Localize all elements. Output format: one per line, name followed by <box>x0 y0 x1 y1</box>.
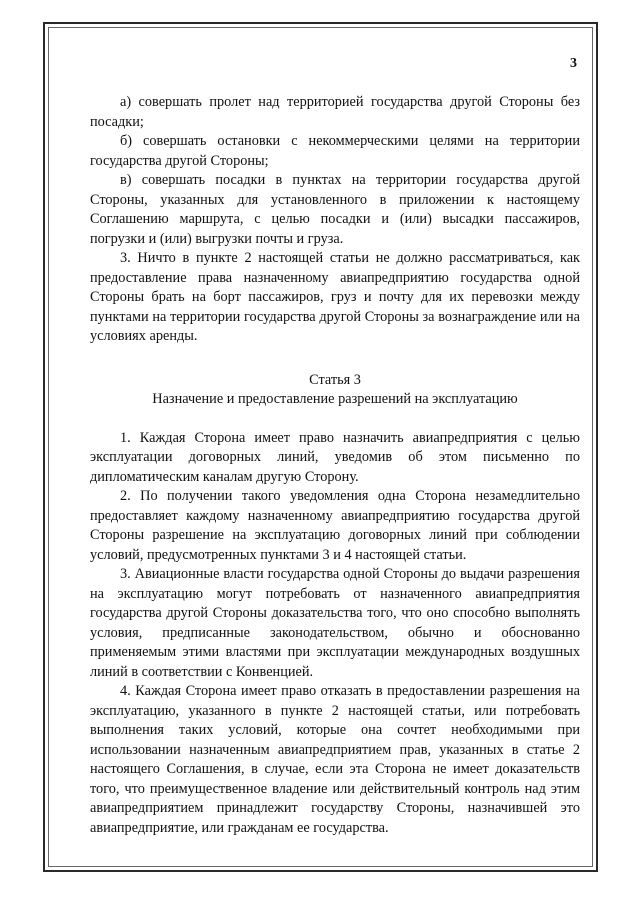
article-paragraph-3: 3. Авиационные власти государства одной Стороны до выдачи разрешения на эксплуатацию могут потребовать от назначенного авиапредприятия государства другой Стороны доказательства того, что оно способно выполнять условия, предписанные законодательством, обычно и обоснованно применяемым этими властями при эксплуатации международных воздушных линий в соответствии с Конвенцией. <box>90 566 580 680</box>
article-title: Назначение и предоставление разрешений на эксплуатацию <box>152 391 518 407</box>
article-paragraph-1: 1. Каждая Сторона имеет право назначить авиапредприятия с целью эксплуатации договорных линий, уведомив об этом письменно по дипломатическим каналам другую Сторону. <box>90 429 580 485</box>
paragraph-a: а) совершать пролет над территорией государства другой Стороны без посадки; <box>90 94 580 130</box>
document-body <box>90 93 580 838</box>
paragraph-b: б) совершать остановки с некоммерческими целями на территории государства другой Стороны; <box>90 133 580 169</box>
article-paragraph-4: 4. Каждая Сторона имеет право отказать в предоставлении разрешения на эксплуатацию, указанного в пункте 2 настоящей статьи, или потребовать выполнения таких условий, которые она сочтет необходимыми при использовании назначенным авиапредприятием прав, указанных в статье 2 настоящего Соглашения, в случае, если эта Сторона не имеет доказательств того, что преимущественное владение или действительный контроль над этим авиапредприятием принадлежит государству Стороны, назначившей это авиапредприятие, или гражданам ее государства. <box>90 683 580 836</box>
paragraph-c: в) совершать посадки в пунктах на территории государства другой Стороны, указанных для установленного в приложении к настоящему Соглашению маршрута, с целью посадки и (или) высадки пассажиров, погрузки и (или) выгрузки почты и груза. <box>90 172 580 247</box>
article-number: Статья 3 <box>309 371 361 388</box>
paragraph-3: 3. Ничто в пункте 2 настоящей статьи не должно рассматриваться, как предоставление права назначенному авиапредприятию государства одной Стороны брать на борт пассажиров, груз и почту для их перевозки между пунктами на территории государства другой Стороны за вознаграждение или на условиях аренды. <box>90 250 580 344</box>
article-paragraph-2: 2. По получении такого уведомления одна Сторона незамедлительно предоставляет каждому назначенному авиапредприятию государства другой Стороны разрешение на эксплуатацию договорных линий при соблюдении условий, предусмотренных пунктами 3 и 4 настоящей статьи. <box>90 488 580 563</box>
page-number: 3 <box>570 56 577 71</box>
